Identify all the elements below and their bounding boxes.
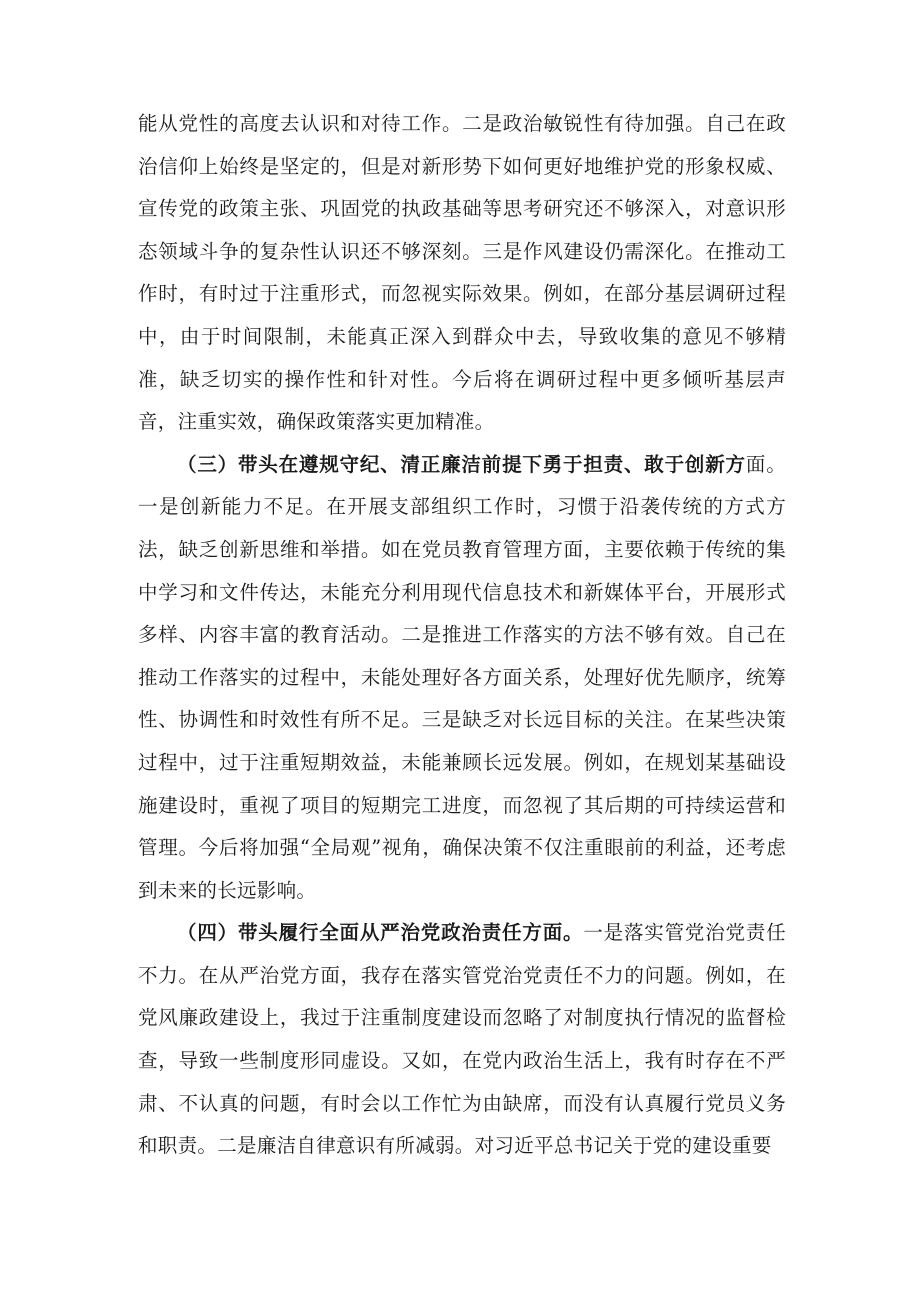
paragraph-1-body: 能从党性的高度去认识和对待工作。二是政治敏锐性有待加强。自己在政治信仰上始终是坚定的，但是对新形势下如何更好地维护党的形象权威、宣传党的政策主张、巩固党的执政基础等思考研究还不够深入，对意识形态领域斗争的复杂性认识还不够深刻。三是作风建设仍需深化。在推动工作时，有时过于注重形式，而忽视实际效果。例如，在部分基层调研过程中，由于时间限制，未能真正深入到群众中去，导致收集的意见不够精准，缺乏切实的操作性和针对性。今后将在调研过程中更多倾听基层声音，注重实效，确保政策落实更加精准。: [138, 112, 786, 434]
section-3-body: 面。一是创新能力不足。在开展支部组织工作时，习惯于沿袭传统的方式方法，缺乏创新思维和举措。如在党员教育管理方面，主要依赖于传统的集中学习和文件传达，未能充分利用现代信息技术和新媒体平台，开展形式多样、内容丰富的教育活动。二是推进工作落实的方法不够有效。自己在推动工作落实的过程中，未能处理好各方面关系，处理好优先顺序，统筹性、协调性和时效性有所不足。三是缺乏对长远目标的关注。在某些决策过程中，过于注重短期效益，未能兼顾长远发展。例如，在规划某基础设施建设时，重视了项目的短期完工进度，而忽视了其后期的可持续运营和管理。今后将加强“全局观”视角，确保决策不仅注重眼前的利益，还考虑到未来的长远影响。: [138, 452, 786, 902]
section-4-body: 一是落实管党治党责任不力。在从严治党方面，我存在落实管党治党责任不力的问题。例如，在党风廉政建设上，我过于注重制度建设而忽略了对制度执行情况的监督检查，导致一些制度形同虚设。又如，在党内政治生活上，我有时存在不严肃、不认真的问题，有时会以工作忙为由缺席，而没有认真履行党员义务和职责。二是廉洁自律意识有所减弱。对习近平总书记关于党的建设重要: [138, 921, 786, 1158]
paragraph-section-4: [138, 912, 786, 1168]
document-body: [138, 103, 786, 1168]
section-4-heading: （四）带头履行全面从严治党政治责任方面。: [177, 921, 584, 945]
paragraph-section-3: [138, 444, 786, 913]
paragraph-continuation: [138, 103, 786, 444]
section-3-heading: （三）带头在遵规守纪、清正廉洁前提下勇于担责、敢于创新方: [177, 452, 746, 476]
